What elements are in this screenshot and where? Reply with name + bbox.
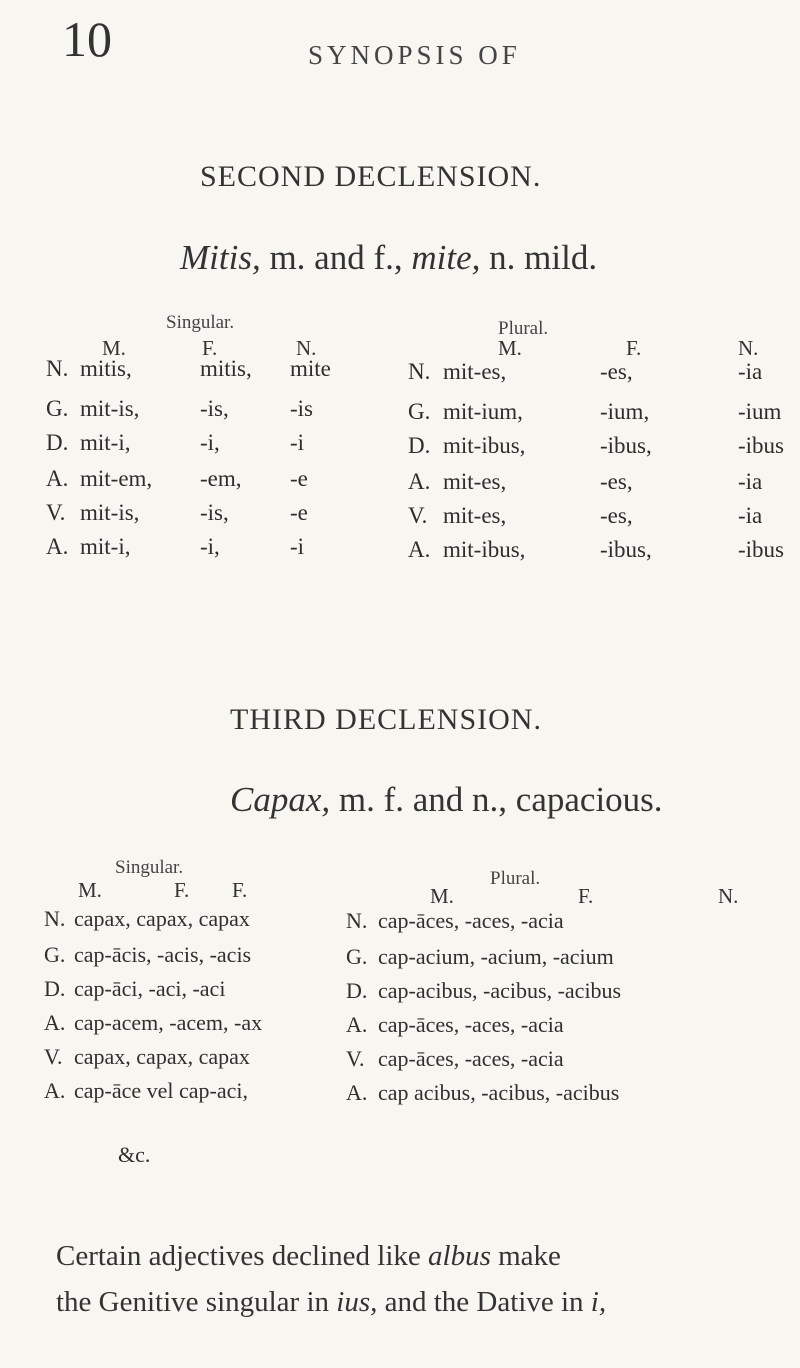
page-number: 10 [62,11,112,67]
note-line-1 [56,1240,561,1273]
singular-form: -em, [200,466,242,491]
case-label: G. [346,944,368,969]
third-meaning: m. f. and n., capacious. [330,780,663,819]
singular-form: -is [290,396,313,421]
second-gender: m. and f., [260,238,412,277]
second-neuter-word: mite, [411,238,481,277]
plural-form: -ibus, [600,537,652,562]
singular-forms: cap-āci, -aci, -aci [74,976,226,1001]
plural-form: mit-ibus, [443,433,526,458]
singular-form: -e [290,500,308,525]
plural-form: mit-ibus, [443,537,526,562]
plural-form: -es, [600,503,633,528]
singular-label: Singular. [115,857,184,878]
case-label: V. [46,500,66,525]
case-label: A. [346,1012,368,1037]
note-text: make [490,1240,561,1272]
plural-label: Plural. [498,318,549,339]
singular-form: mitis, [80,356,132,381]
column-header: M. [498,336,522,360]
case-label: V. [44,1044,63,1069]
singular-forms: cap-ācis, -acis, -acis [74,942,252,967]
case-label: A. [44,1010,66,1035]
plural-form: -ibus [738,537,784,562]
case-label: D. [408,433,431,458]
case-label: N. [408,359,431,384]
singular-forms: capax, capax, capax [74,906,250,931]
note-text: and the Dative in [377,1286,591,1318]
singular-forms: cap-acem, -acem, -ax [74,1010,263,1035]
column-header: F. [174,878,190,902]
note-text: Certain adjectives declined like [56,1240,429,1272]
second-meaning: n. mild. [480,238,598,277]
singular-form: -i, [200,534,220,559]
case-label: G. [408,399,431,424]
case-label: A. [44,1078,66,1103]
column-header: N. [738,336,759,360]
case-label: D. [46,430,69,455]
singular-form: -i [290,430,305,455]
case-label: V. [408,503,428,528]
plural-forms: cap-āces, -aces, -acia [378,1012,564,1037]
third-declension-subtitle [230,780,663,820]
singular-form: mit-is, [80,500,140,525]
plural-form: -ibus, [600,433,652,458]
plural-form: mit-ium, [443,399,523,424]
second-declension-subtitle [180,238,597,278]
singular-form: mit-em, [80,466,153,491]
case-label: V. [346,1046,365,1071]
case-label: D. [346,978,368,1003]
plural-form: -ia [738,469,763,494]
singular-label: Singular. [166,312,235,333]
singular-form: mit-i, [80,430,131,455]
column-header: F. [202,336,218,360]
note-text: the Genitive singular in [56,1286,337,1318]
third-word: Capax, [230,780,331,819]
column-header: N. [296,336,317,360]
singular-form: mite [290,356,331,381]
column-header: F. [626,336,642,360]
second-declension-heading: SECOND DECLENSION. [200,160,542,193]
note-line-2 [56,1286,606,1319]
case-label: N. [44,906,66,931]
running-head: SYNOPSIS OF [308,40,521,70]
plural-form: -ibus [738,433,784,458]
column-header: M. [78,878,102,902]
singular-forms: capax, capax, capax [74,1044,250,1069]
plural-forms: cap acibus, -acibus, -acibus [378,1080,620,1105]
column-header: F. [232,878,248,902]
case-label: G. [44,942,66,967]
plural-form: mit-es, [443,503,507,528]
plural-form: -ium [738,399,782,424]
singular-form: mitis, [200,356,252,381]
case-label: A. [46,534,69,559]
singular-form: mit-is, [80,396,140,421]
case-label: D. [44,976,66,1001]
column-header: M. [430,884,454,908]
plural-form: -ia [738,359,763,384]
singular-form: -e [290,466,308,491]
case-label: A. [46,466,69,491]
plural-form: -es, [600,469,633,494]
second-word: Mitis, [180,238,261,277]
third-declension-heading: THIRD DECLENSION. [230,703,542,736]
singular-form: -i [290,534,305,559]
case-label: N. [46,356,69,381]
case-label: A. [408,537,431,562]
note-italic-word: i, [590,1286,607,1318]
note-italic-word: albus [428,1240,491,1272]
note-italic-word: ius, [336,1286,378,1318]
singular-form: -is, [200,500,229,525]
plural-form: mit-es, [443,469,507,494]
plural-forms: cap-āces, -aces, -acia [378,1046,564,1071]
case-label: G. [46,396,69,421]
etc-text: &c. [118,1142,151,1167]
plural-form: -ium, [600,399,650,424]
plural-forms: cap-acibus, -acibus, -acibus [378,978,622,1003]
case-label: N. [346,908,368,933]
plural-forms: cap-acium, -acium, -acium [378,944,614,969]
plural-form: -es, [600,359,633,384]
singular-forms: cap-āce vel cap-aci, [74,1078,249,1103]
plural-label: Plural. [490,868,541,889]
column-header: F. [578,884,594,908]
plural-form: -ia [738,503,763,528]
singular-form: mit-i, [80,534,131,559]
case-label: A. [408,469,431,494]
singular-form: -is, [200,396,229,421]
plural-form: mit-es, [443,359,507,384]
case-label: A. [346,1080,368,1105]
plural-forms: cap-āces, -aces, -acia [378,908,564,933]
column-header: N. [718,884,739,908]
singular-form: -i, [200,430,220,455]
column-header: M. [102,336,126,360]
